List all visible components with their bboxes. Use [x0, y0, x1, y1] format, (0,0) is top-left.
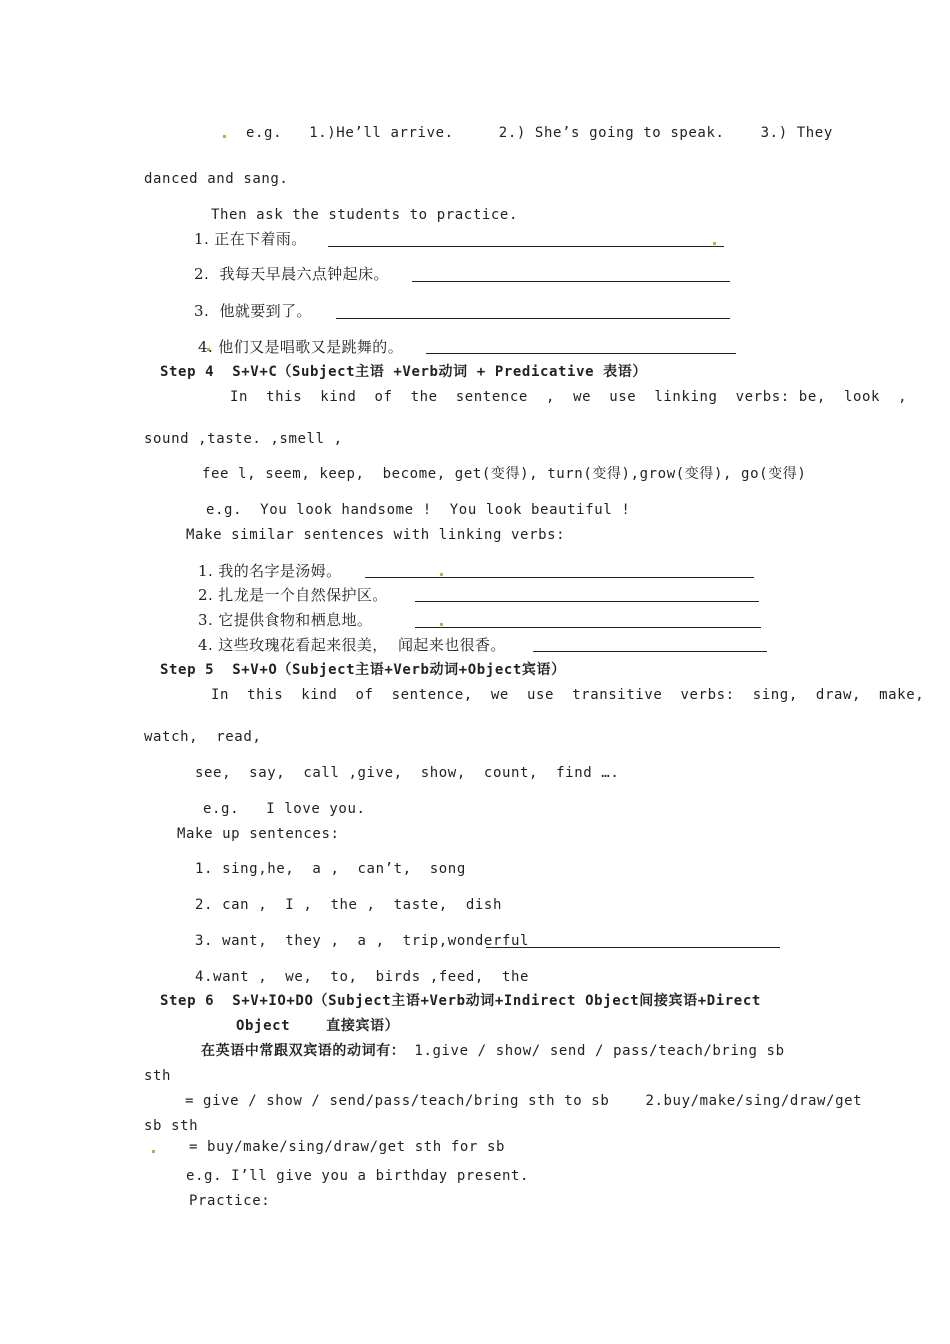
- answer-blank[interactable]: [412, 281, 730, 282]
- answer-blank[interactable]: [415, 627, 761, 628]
- answer-blank[interactable]: [486, 947, 780, 948]
- step5-desc-2: watch, read,: [144, 729, 262, 745]
- practice3-item-3: 3. want, they , a , trip,wonderful: [195, 933, 530, 949]
- step6-practice-label: Practice:: [189, 1193, 271, 1209]
- step4-desc-3: fee l, seem, keep, become, get(变得), turn(变得),grow(变得), go(变得): [202, 466, 807, 482]
- answer-blank[interactable]: [328, 246, 724, 247]
- practice2-item-3: 3. 它提供食物和栖息地。: [198, 611, 373, 629]
- answer-blank[interactable]: [336, 318, 730, 319]
- answer-blank[interactable]: [533, 651, 767, 652]
- practice1-item-2: 2. 我每天早晨六点钟起床。: [194, 265, 389, 283]
- step6-title-1: Step 6 S+V+IO+DO（Subject主语+Verb动词+Indirect Object间接宾语+Direct: [160, 993, 761, 1009]
- practice3-item-4: 4.want , we, to, birds ,feed, the: [195, 969, 530, 985]
- practice1-item-3: 3. 他就要到了。: [194, 302, 312, 320]
- step6-line-4: sb sth: [144, 1118, 199, 1134]
- step6-example: e.g. I’ll give you a birthday present.: [186, 1168, 530, 1184]
- eg-line-1: e.g. 1.)He’ll arrive. 2.) She’s going to speak. 3.) They: [246, 125, 833, 141]
- practice3-item-2: 2. can , I , the , taste, dish: [195, 897, 502, 913]
- practice3-item-1: 1. sing,he, a , can’t, song: [195, 861, 466, 877]
- practice2-item-1: 1. 我的名字是汤姆。: [198, 562, 342, 580]
- step4-title: Step 4 S+V+C（Subject主语 +Verb动词 + Predicative 表语）: [160, 364, 647, 380]
- answer-blank[interactable]: [415, 601, 759, 602]
- step4-desc-2: sound ,taste. ,smell ,: [144, 431, 343, 447]
- step6-line-3: = give / show / send/pass/teach/bring sth to sb 2.buy/make/sing/draw/get: [185, 1093, 863, 1109]
- step4-example: e.g. You look handsome ! You look beautiful !: [206, 502, 631, 518]
- step5-desc-1: In this kind of sentence, we use transitive verbs: sing, draw, make,: [211, 687, 925, 703]
- practice1-item-4: 4. 他们又是唱歌又是跳舞的。: [198, 338, 404, 356]
- answer-blank[interactable]: [365, 577, 754, 578]
- mark-dot: [223, 135, 226, 138]
- step4-instruction: Make similar sentences with linking verbs:: [186, 527, 566, 543]
- step6-line-5: = buy/make/sing/draw/get sth for sb: [189, 1139, 506, 1155]
- step6-intro: 在英语中常跟双宾语的动词有： 1.give / show/ send / pass/teach/bring sb: [201, 1043, 785, 1059]
- step5-title: Step 5 S+V+O（Subject主语+Verb动词+Object宾语）: [160, 662, 566, 678]
- mark-dot: [152, 1150, 155, 1153]
- eg-line-2: danced and sang.: [144, 171, 289, 187]
- step5-instruction: Make up sentences:: [177, 826, 340, 842]
- step5-desc-3: see, say, call ,give, show, count, find ….: [195, 765, 620, 781]
- practice2-item-4: 4. 这些玫瑰花看起来很美， 闻起来也很香。: [198, 636, 506, 654]
- answer-blank[interactable]: [426, 353, 736, 354]
- practice1-item-1: 1. 正在下着雨。: [194, 230, 307, 248]
- mark-dot: [440, 573, 443, 576]
- step5-example: e.g. I love you.: [203, 801, 366, 817]
- step4-desc-1: In this kind of the sentence , we use linking verbs: be, look ,: [230, 389, 908, 405]
- practice-intro: Then ask the students to practice.: [211, 207, 518, 223]
- step6-title-2: Object 直接宾语）: [236, 1018, 400, 1034]
- mark-dot: [713, 242, 716, 245]
- step6-line-2: sth: [144, 1068, 172, 1084]
- mark-dot: [440, 623, 443, 626]
- practice2-item-2: 2. 扎龙是一个自然保护区。: [198, 586, 388, 604]
